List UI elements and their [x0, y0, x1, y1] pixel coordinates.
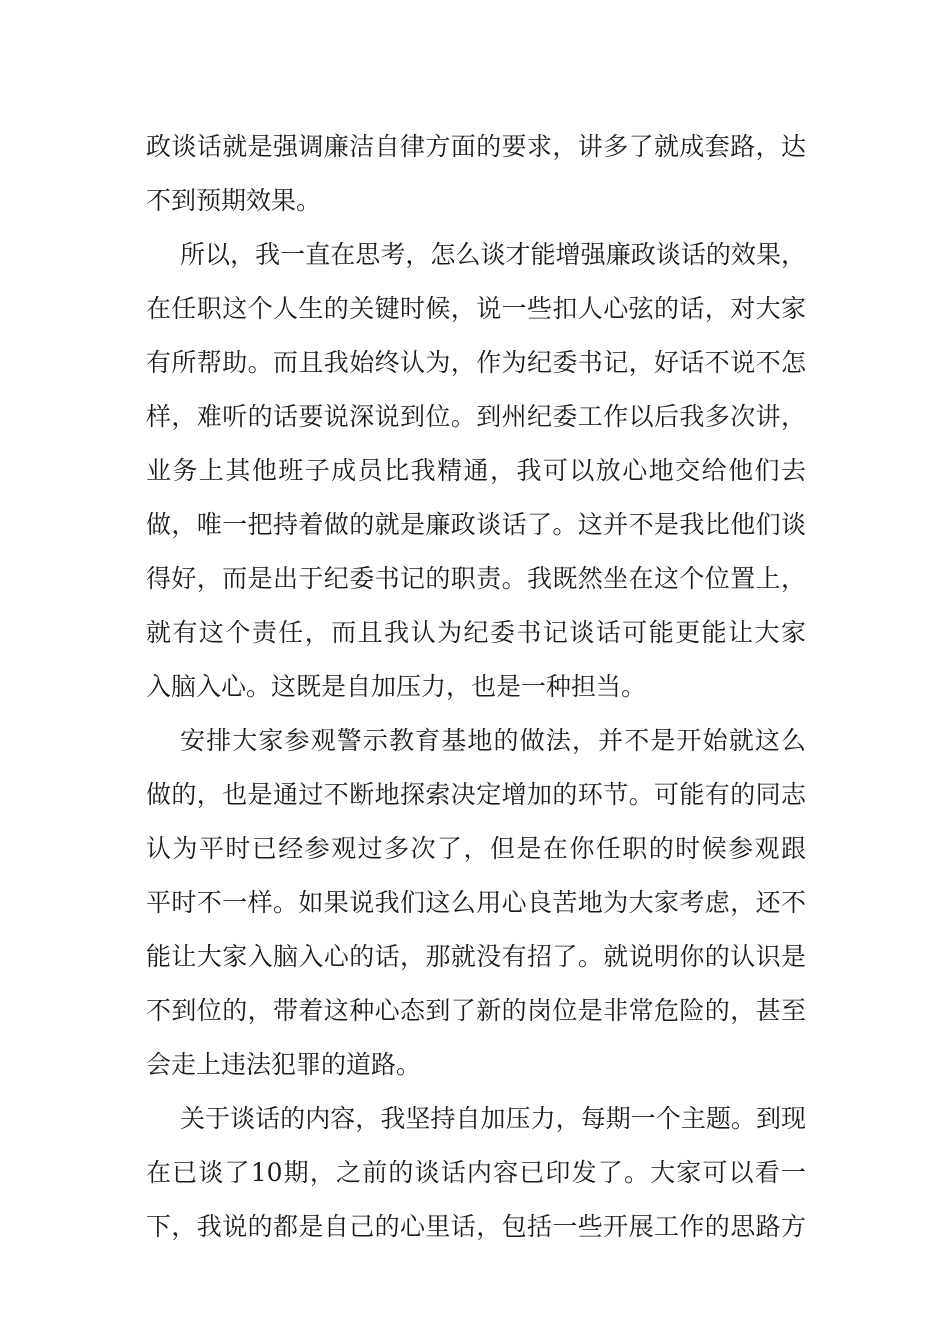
text-line: 认为平时已经参观过多次了，但是在你任职的时候参观跟	[146, 834, 806, 863]
text-line: 平时不一样。如果说我们这么用心良苦地为大家考虑，还不	[146, 888, 806, 917]
text-line: 在已谈了10期，之前的谈话内容已印发了。大家可以看一	[146, 1158, 806, 1187]
text-line: 样，难听的话要说深说到位。到州纪委工作以后我多次讲，	[146, 402, 806, 431]
text-line: 入脑入心。这既是自加压力，也是一种担当。	[146, 672, 647, 701]
text-line: 下，我说的都是自己的心里话，包括一些开展工作的思路方	[146, 1212, 806, 1241]
text-line: 不到预期效果。	[146, 186, 322, 215]
text-line: 会走上违法犯罪的道路。	[146, 1050, 422, 1079]
text-line: 得好，而是出于纪委书记的职责。我既然坐在这个位置上，	[146, 564, 806, 593]
text-line: 在任职这个人生的关键时候，说一些扣人心弦的话，对大家	[146, 294, 806, 323]
text-line: 就有这个责任，而且我认为纪委书记谈话可能更能让大家	[146, 618, 806, 647]
text-line: 有所帮助。而且我始终认为，作为纪委书记，好话不说不怎	[146, 348, 806, 377]
paragraph-first-line: 关于谈话的内容，我坚持自加压力，每期一个主题。到现	[180, 1104, 806, 1133]
text-line: 做，唯一把持着做的就是廉政谈话了。这并不是我比他们谈	[146, 510, 806, 539]
text-line: 政谈话就是强调廉洁自律方面的要求，讲多了就成套路，达	[146, 132, 806, 161]
text-line: 不到位的，带着这种心态到了新的岗位是非常危险的，甚至	[146, 996, 806, 1025]
text-line: 做的，也是通过不断地探索决定增加的环节。可能有的同志	[146, 780, 806, 809]
text-line: 业务上其他班子成员比我精通，我可以放心地交给他们去	[146, 456, 806, 485]
text-line: 能让大家入脑入心的话，那就没有招了。就说明你的认识是	[146, 942, 806, 971]
paragraph-first-line: 安排大家参观警示教育基地的做法，并不是开始就这么	[180, 726, 806, 755]
paragraph-first-line: 所以，我一直在思考，怎么谈才能增强廉政谈话的效果，	[180, 240, 806, 269]
